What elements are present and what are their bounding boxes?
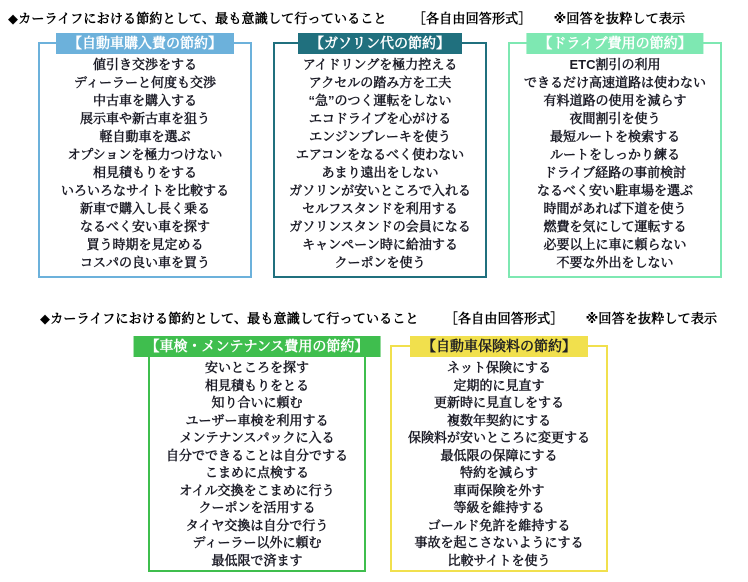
answer-item: アクセルの踏み方を工夫 — [308, 75, 452, 90]
category-box — [390, 338, 608, 572]
answer-list — [510, 44, 720, 272]
section2-format-note: ［各自由回答形式］ — [444, 311, 564, 326]
answer-item: ETC割引の利用 — [569, 57, 661, 72]
answer-item: 安いところを探す — [204, 360, 309, 375]
answer-item: クーポンを活用する — [198, 500, 316, 515]
answer-item: 特約を減らす — [459, 465, 538, 480]
category-box-header: 【ドライブ費用の節約】 — [526, 33, 703, 54]
answer-item: 値引き交渉をする — [92, 57, 197, 72]
section1-title — [8, 8, 685, 27]
answer-list — [150, 347, 364, 569]
answer-item: 最低限で済ます — [211, 552, 303, 568]
section1-category-boxes — [38, 35, 722, 278]
answer-item: ネット保険にする — [446, 360, 551, 375]
answer-item: 等級を維持する — [453, 500, 545, 515]
answer-item: 相見積もりをとる — [204, 377, 309, 393]
answer-item: 必要以上に車に頼らない — [543, 237, 687, 252]
category-box — [145, 338, 369, 572]
answer-item: ディーラーと何度も交渉 — [74, 75, 216, 90]
answer-list — [275, 44, 485, 272]
section1-title-main: ◆カーライフにおける節約として、最も意識して行っていること — [8, 11, 387, 26]
answer-item: 軽自動車を選ぶ — [99, 129, 191, 144]
answer-item: 比較サイトを使う — [447, 552, 551, 568]
category-box — [38, 35, 252, 278]
answer-item: 定期的に見直す — [453, 377, 545, 393]
answer-item: アイドリングを極力控える — [302, 57, 458, 72]
answer-item: ユーザー車検を利用する — [185, 412, 329, 428]
answer-item: ゴールド免許を維持する — [427, 517, 571, 533]
answer-item: 展示車や新古車を狙う — [79, 111, 210, 126]
answer-item: エコドライブを心がける — [308, 111, 452, 126]
answer-item: ルートをしっかり練る — [549, 147, 680, 162]
category-box-header: 【車検・メンテナンス費用の節約】 — [134, 336, 381, 357]
category-box — [273, 35, 487, 278]
answer-item: 自分でできることは自分でする — [165, 447, 348, 463]
answer-item: 保険料が安いところに変更する — [407, 430, 590, 445]
answer-item: 最低限の保障にする — [440, 447, 558, 463]
answer-item: タイヤ交換は自分で行う — [185, 517, 329, 533]
answer-item: キャンペーン時に給油する — [302, 237, 458, 252]
answer-list — [40, 44, 250, 272]
answer-item: エンジンブレーキを使う — [309, 129, 451, 144]
answer-item: 新車で購入し長く乗る — [79, 201, 210, 216]
answer-item: 相見積もりをする — [92, 165, 197, 180]
section2-excerpt-note: ※回答を抜粋して表示 — [585, 311, 718, 326]
category-box — [508, 35, 722, 278]
answer-item: できるだけ高速道路は使わない — [523, 75, 706, 90]
answer-item: セルフスタンドを利用する — [302, 201, 458, 216]
section1-format-note: ［各自由回答形式］ — [412, 11, 532, 26]
section2-category-boxes — [145, 338, 608, 572]
answer-list — [392, 347, 606, 569]
category-box-header: 【自動車保険料の節約】 — [410, 336, 588, 357]
answer-item: オプションを極力つけない — [67, 147, 223, 162]
answer-item: 車両保険を外す — [453, 482, 545, 498]
answer-item: こまめに点検する — [204, 465, 309, 480]
answer-item: エアコンをなるべく使わない — [295, 147, 465, 162]
category-box-header: 【ガソリン代の節約】 — [298, 33, 462, 54]
answer-item: ガソリンが安いところで入れる — [289, 183, 471, 198]
answer-item: 更新時に見直しをする — [433, 395, 564, 410]
answer-item: クーポンを使う — [334, 255, 426, 270]
answer-item: 知り合いに頼む — [211, 395, 303, 410]
answer-item: 時間があれば下道を使う — [543, 201, 687, 216]
answer-item: なるべく安い駐車場を選ぶ — [536, 183, 693, 198]
answer-item: なるべく安い車を探す — [79, 219, 210, 234]
section1-excerpt-note: ※回答を抜粋して表示 — [553, 11, 686, 26]
answer-item: ガソリンスタンドの会員になる — [289, 219, 471, 234]
answer-item: 中古車を購入する — [92, 93, 197, 108]
answer-item: メンテナンスパックに入る — [179, 430, 335, 445]
answer-item: 夜間割引を使う — [569, 111, 661, 126]
answer-item: 最短ルートを検索する — [549, 129, 680, 144]
answer-item: 事故を起こさないようにする — [414, 535, 584, 550]
section2-title — [40, 308, 717, 327]
answer-item: あまり遠出をしない — [321, 165, 439, 180]
answer-item: いろいろなサイトを比較する — [60, 183, 230, 198]
answer-item: ドライブ経路の事前検討 — [543, 165, 687, 180]
answer-item: 燃費を気にして運転する — [543, 219, 687, 234]
answer-item: 有料道路の使用を減らす — [543, 93, 687, 108]
answer-item: オイル交換をこまめに行う — [179, 482, 335, 498]
category-box-header: 【自動車購入費の節約】 — [56, 33, 234, 54]
answer-item: 買う時期を見定める — [86, 237, 204, 252]
answer-item: 不要な外出をしない — [556, 255, 674, 270]
answer-item: “急”のつく運転をしない — [308, 93, 452, 108]
answer-item: コスパの良い車を買う — [79, 255, 210, 270]
section2-title-main: ◆カーライフにおける節約として、最も意識して行っていること — [40, 311, 419, 326]
answer-item: 複数年契約にする — [446, 412, 551, 428]
answer-item: ディーラー以外に頼む — [192, 535, 322, 550]
